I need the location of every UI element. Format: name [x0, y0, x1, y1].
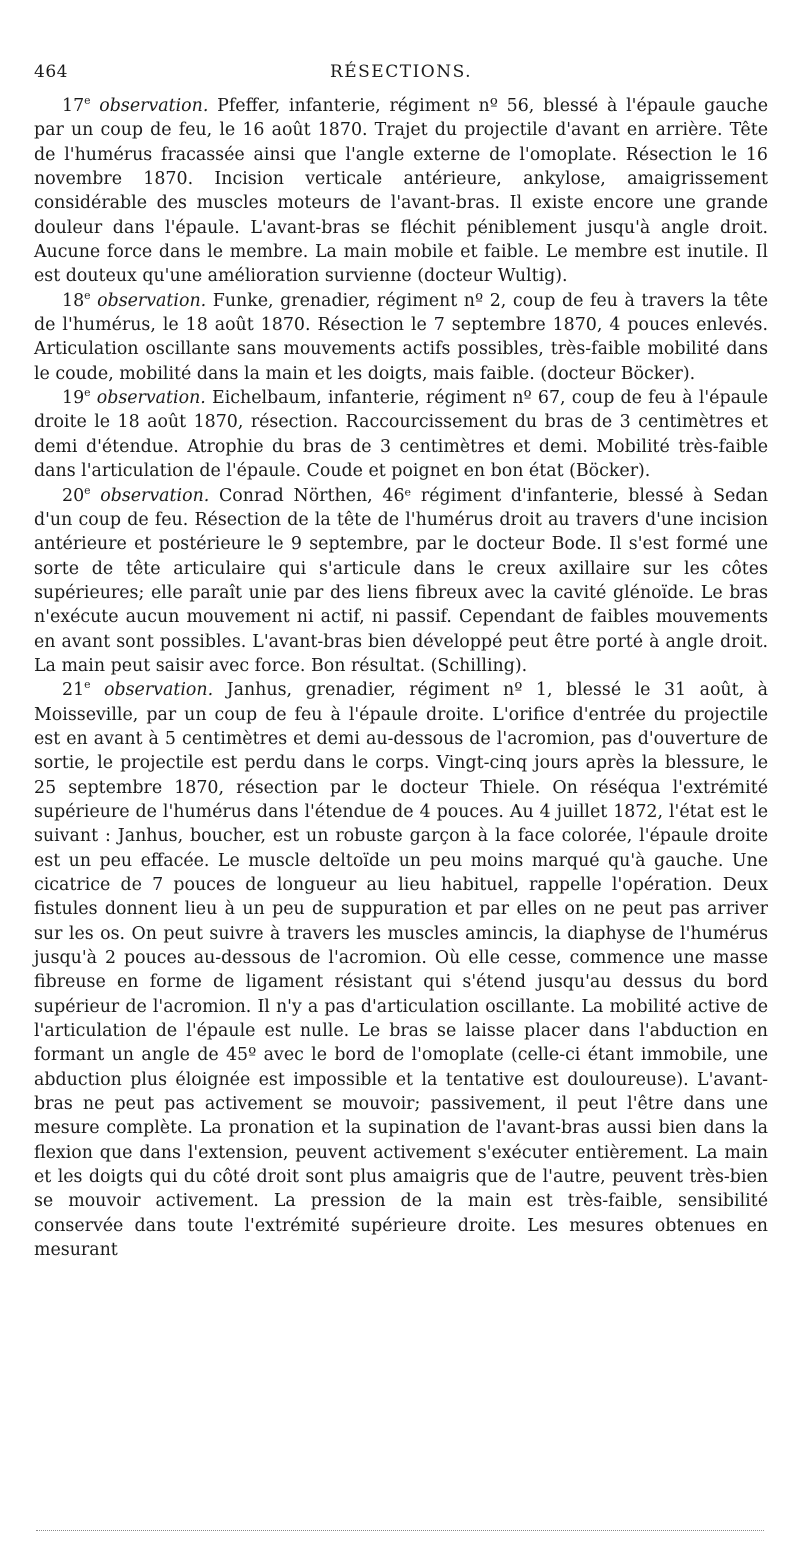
- observation-text: Eichelbaum, infanterie, régiment nº 67, coup de feu à l'épaule droite le 18 août 1870, résection. Raccourcissement du bras de 3 centimètres et demi d'étendue. Atrophie du bras de 3 centimètres et demi. Mobilité très-faible dans l'articulation de l'épaule. Coude et poignet en bon état (Böcker).: [34, 388, 769, 482]
- observation-label: observation.: [97, 290, 207, 311]
- observation-19: [34, 386, 768, 483]
- footer-dotted-rule: [36, 1530, 764, 1531]
- observation-label: observation.: [96, 388, 206, 409]
- observation-number: 21e: [62, 678, 91, 701]
- observation-20: [34, 484, 768, 679]
- observation-text: Pfeffer, infanterie, régiment nº 56, blessé à l'épaule gauche par un coup de feu, le 16 août 1870. Trajet du projectile d'avant en arrière. Tête de l'humérus fracassée ainsi que l'angle externe de l'omoplate. Résection le 16 novembre 1870. Incision verticale antérieure, ankylose, amaigrissement considérable des muscles moteurs de l'avant-bras. Il existe encore une grande douleur dans l'épaule. L'avant-bras se fléchit péniblement jusqu'à angle droit. Aucune force dans le membre. La main mobile et faible. Le membre est inutile. Il est douteux qu'une amélioration survienne (docteur Wultig).: [34, 96, 769, 287]
- observation-label: observation.: [99, 96, 209, 116]
- observation-number: 19e: [62, 386, 91, 409]
- observation-text: Conrad Nörthen, 46ᵉ régiment d'infanterie, blessé à Sedan d'un coup de feu. Résection de la tête de l'humérus droit au travers d'une incision antérieure et postérieure le 9 septembre, par le docteur Bode. Il s'est formé une sorte de tête articulaire qui s'articule dans le creux axillaire sur les côtes supérieures; elle paraît unie par des liens fibreux avec la cavité glénoïde. Le bras n'exécute aucun mouvement ni actif, ni passif. Cependant de faibles mouvements en avant sont possibles. L'avant-bras bien développé peut être porté à angle droit. La main peut saisir avec force. Bon résultat. (Schilling).: [34, 485, 769, 676]
- observation-number: 20e: [62, 483, 91, 506]
- observation-number: 17e: [62, 94, 91, 116]
- observation-label: observation.: [104, 680, 214, 701]
- page-number: 464: [34, 62, 68, 82]
- section-title: RÉSECTIONS.: [329, 62, 473, 82]
- observation-number: 18e: [62, 288, 91, 311]
- observation-label: observation.: [100, 485, 210, 506]
- observation-17: [34, 94, 768, 289]
- running-header: [34, 62, 768, 90]
- observation-21: [34, 678, 768, 1262]
- observation-text: Janhus, grenadier, régiment nº 1, blessé le 31 août, à Moisseville, par un coup de feu à l'épaule droite. L'orifice d'entrée du projectile est en avant à 5 centimètres et demi au-dessous de l'acromion, pas d'ouverture de sortie, le projectile est perdu dans le corps. Vingt-cinq jours après la blessure, le 25 septembre 1870, résection par le docteur Thiele. On réséqua l'extrémité supérieure de l'humérus dans l'étendue de 4 pouces. Au 4 juillet 1872, l'état est le suivant : Janhus, boucher, est un robuste garçon à la face colorée, l'épaule droite est un peu effacée. Le muscle deltoïde un peu moins marqué qu'à gauche. Une cicatrice de 7 pouces de longueur au lieu habituel, rappelle l'opération. Deux fistules donnent lieu à un peu de suppuration et par elles on ne peut pas arriver sur les os. On peut suivre à travers les muscles amincis, la diaphyse de l'humérus jusqu'à 2 pouces au-dessous de l'acromion. Où elle cesse, commence une masse fibreuse en forme de ligament résistant qui s'étend jusqu'au dessus du bord supérieur de l'acromion. Il n'y a pas d'articulation oscillante. La mobilité active de l'articulation de l'épaule est nulle. Le bras se laisse placer dans l'abduction en formant un angle de 45º avec le bord de l'omoplate (celle-ci étant immobile, une abduction plus éloignée est impossible et la tentative est douloureuse). L'avant-bras ne peut pas activement se mouvoir; passivement, il peut l'être dans une mesure complète. La pronation et la supination de l'avant-bras aussi bien dans la flexion que dans l'extension, peuvent activement s'exécuter entièrement. La main et les doigts qui du côté droit sont plus amaigris que de l'autre, peuvent très-bien se mouvoir activement. La pression de la main est très-faible, sensibilité conservée dans toute l'extrémité supérieure droite. Les mesures obtenues en mesurant: [34, 680, 769, 1261]
- observation-text: Funke, grenadier, régiment nº 2, coup de feu à travers la tête de l'humérus, le 18 août 1870. Résection le 7 septembre 1870, 4 pouces enlevés. Articulation oscillante sans mouvements actifs possibles, très-faible mobilité dans le coude, mobilité dans la main et les doigts, mais faible. (docteur Böcker).: [34, 290, 769, 384]
- body-text: [34, 94, 768, 1263]
- observation-18: [34, 289, 768, 386]
